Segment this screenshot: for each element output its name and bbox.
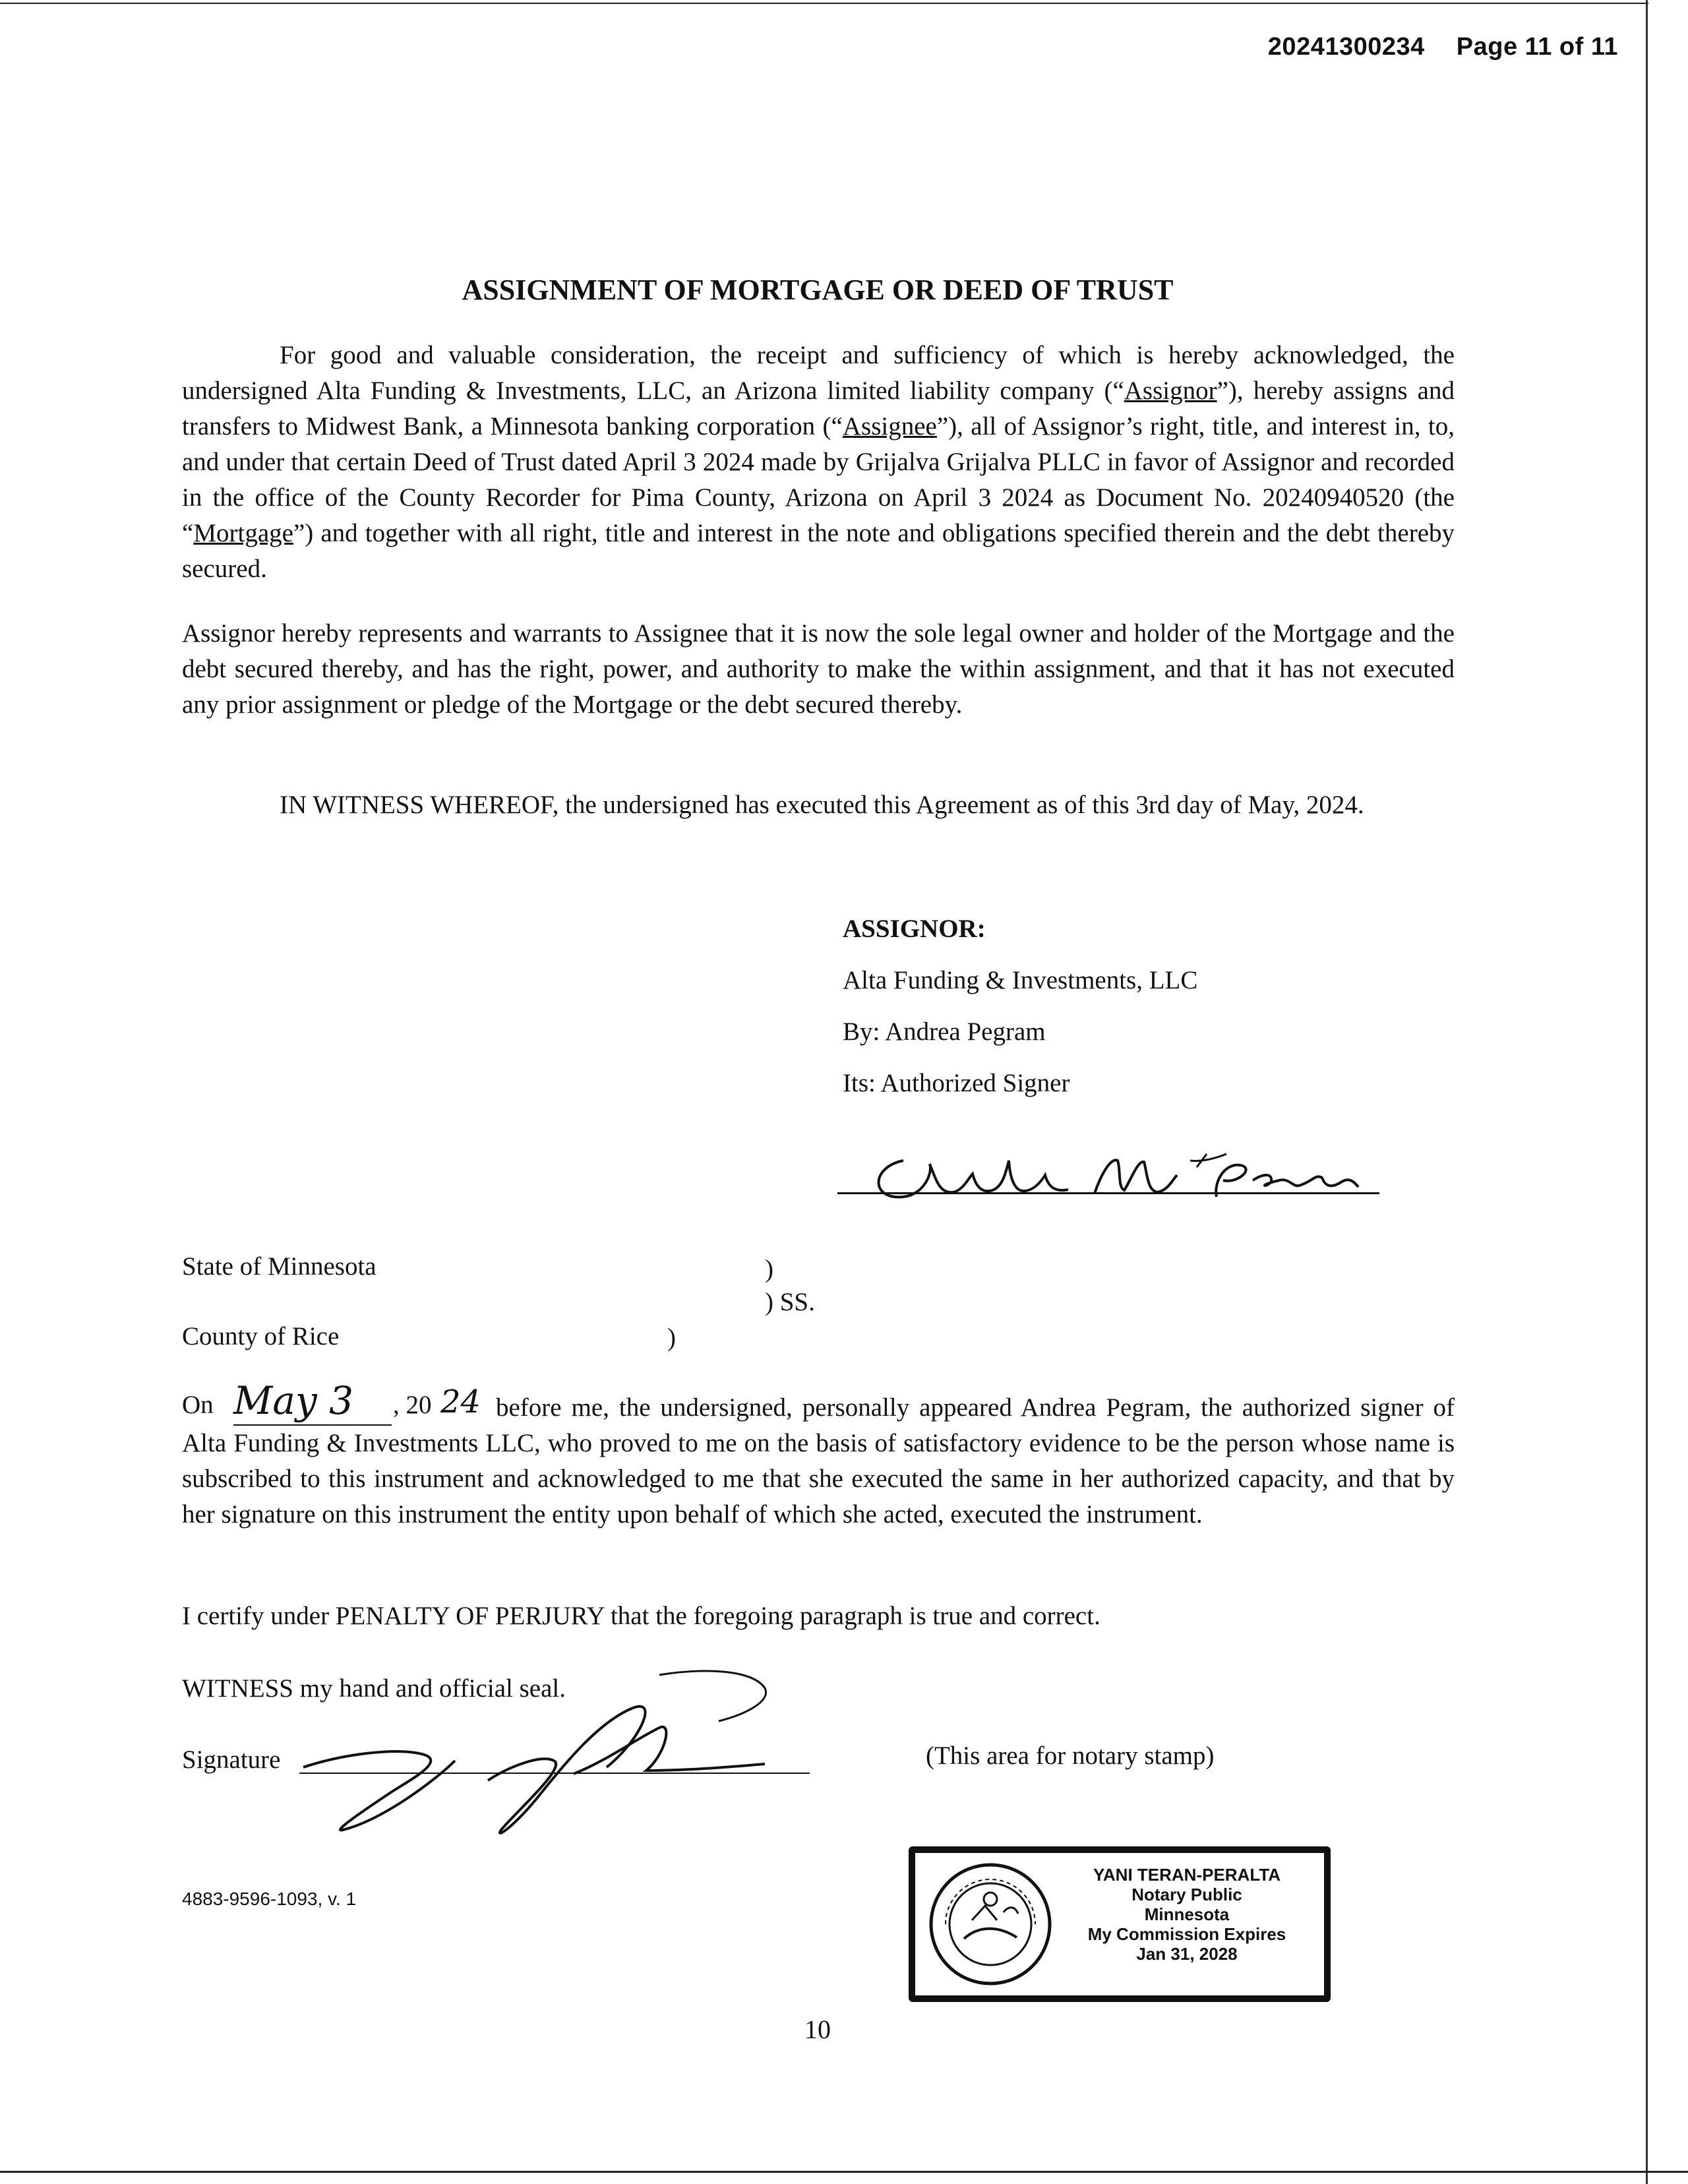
document-reference: 4883-9596-1093, v. 1 <box>182 1889 357 1909</box>
notary-state: Minnesota <box>1144 1904 1230 1924</box>
assignor-company: Alta Funding & Investments, LLC <box>843 966 1198 994</box>
assignor-by: By: Andrea Pegram <box>843 1017 1046 1046</box>
scan-bottom-border <box>0 2171 1688 2173</box>
venue-paren-1: ) <box>765 1255 773 1283</box>
ack-year-prefix: , 20 <box>393 1391 432 1419</box>
signature-label: Signature <box>182 1745 281 1774</box>
notary-area-label: (This area for notary stamp) <box>926 1742 1215 1770</box>
scan-top-border <box>0 3 1648 4</box>
venue-state: State of Minnesota <box>182 1252 377 1281</box>
ack-body: before me, the undersigned, personally appeared Andrea Pegram, the authorized signer of Alta Funding & Investments LLC, who proved to me on the basis of satisfactory evidence to be the person whose name is subscribed to this instrument and acknowledged to me that she executed the same in her authorized capacity, and that by her signature on this instrument the entity upon behalf of which she acted, executed the instrument. <box>182 1393 1455 1529</box>
venue-paren-2: ) <box>667 1323 676 1352</box>
para1-text-1: For good and valuable consideration, the receipt and sufficiency of which is hereby acknowledged, the undersigned Alta Funding & Investments, LLC, an Arizona limited liability company (“ <box>182 341 1455 405</box>
document-title: ASSIGNMENT OF MORTGAGE OR DEED OF TRUST <box>462 274 1174 306</box>
mortgage-defined-term: Mortgage <box>193 519 293 547</box>
ack-handwritten-date: May 3 <box>233 1378 354 1423</box>
notary-name: YANI TERAN-PERALTA <box>1093 1865 1281 1885</box>
representation-paragraph: Assignor hereby represents and warrants to Assignee that it is now the sole legal owner and holder of the Mortgage and the debt secured thereby, and has the right, power, and authority to make the within assignment, and that it has not executed any prior assignment or pledge of the Mortgage or the debt secured thereby. <box>182 619 1455 719</box>
assignor-signature-line <box>837 1192 1379 1194</box>
witness-whereof-text: IN WITNESS WHEREOF, the undersigned has executed this Agreement as of this 3rd day of May, 2024. <box>280 791 1364 819</box>
notary-title: Notary Public <box>1131 1885 1242 1904</box>
certify-statement: I certify under PENALTY OF PERJURY that the foregoing paragraph is true and correct. <box>182 1602 1100 1630</box>
scan-right-border <box>1646 0 1648 2184</box>
notary-expiration: Jan 31, 2028 <box>1136 1944 1238 1964</box>
venue-ss: ) SS. <box>765 1288 815 1316</box>
witness-statement: WITNESS my hand and official seal. <box>182 1674 566 1703</box>
venue-county: County of Rice <box>182 1322 340 1350</box>
ack-on: On <box>182 1391 214 1419</box>
assignee-defined-term: Assignee <box>842 412 937 440</box>
assignor-signature-image <box>857 1134 1385 1220</box>
notary-stamp-text <box>1062 1865 1312 1964</box>
witness-whereof-paragraph <box>182 787 1455 823</box>
state-seal-image <box>926 1860 1055 1989</box>
para1-text-2: ”), hereby assigns and transfers to Midwest Bank, a Minnesota banking corporation (“ <box>182 377 1455 440</box>
assignor-defined-term: Assignor <box>1124 377 1217 405</box>
ack-handwritten-year: 24 <box>440 1383 481 1420</box>
document-number: 20241300234 <box>1267 33 1425 61</box>
notary-commission-label: My Commission Expires <box>1087 1924 1286 1944</box>
page-label: Page 11 of 11 <box>1456 33 1618 61</box>
assignor-its: Its: Authorized Signer <box>843 1069 1070 1097</box>
recording-header <box>1268 33 1618 61</box>
assignment-paragraph <box>182 338 1455 587</box>
para1-text-4: ”) and together with all right, title and interest in the note and obligations specified therein and the debt thereby secured. <box>182 519 1455 583</box>
notary-stamp <box>909 1846 1331 2002</box>
assignor-heading: ASSIGNOR: <box>843 915 986 943</box>
para1-text-3: ”), all of Assignor’s right, title, and interest in, to, and under that certain Deed of Trust dated April 3 2024 made by Grijalva Grijalva PLLC in favor of Assignor and recorded in the office of the County Recorder for Pima County, Arizona on April 3 2024 as Document No. 20240940520 (the “ <box>182 412 1455 547</box>
page-number: 10 <box>804 2015 831 2044</box>
notary-signature-image <box>290 1662 818 1860</box>
